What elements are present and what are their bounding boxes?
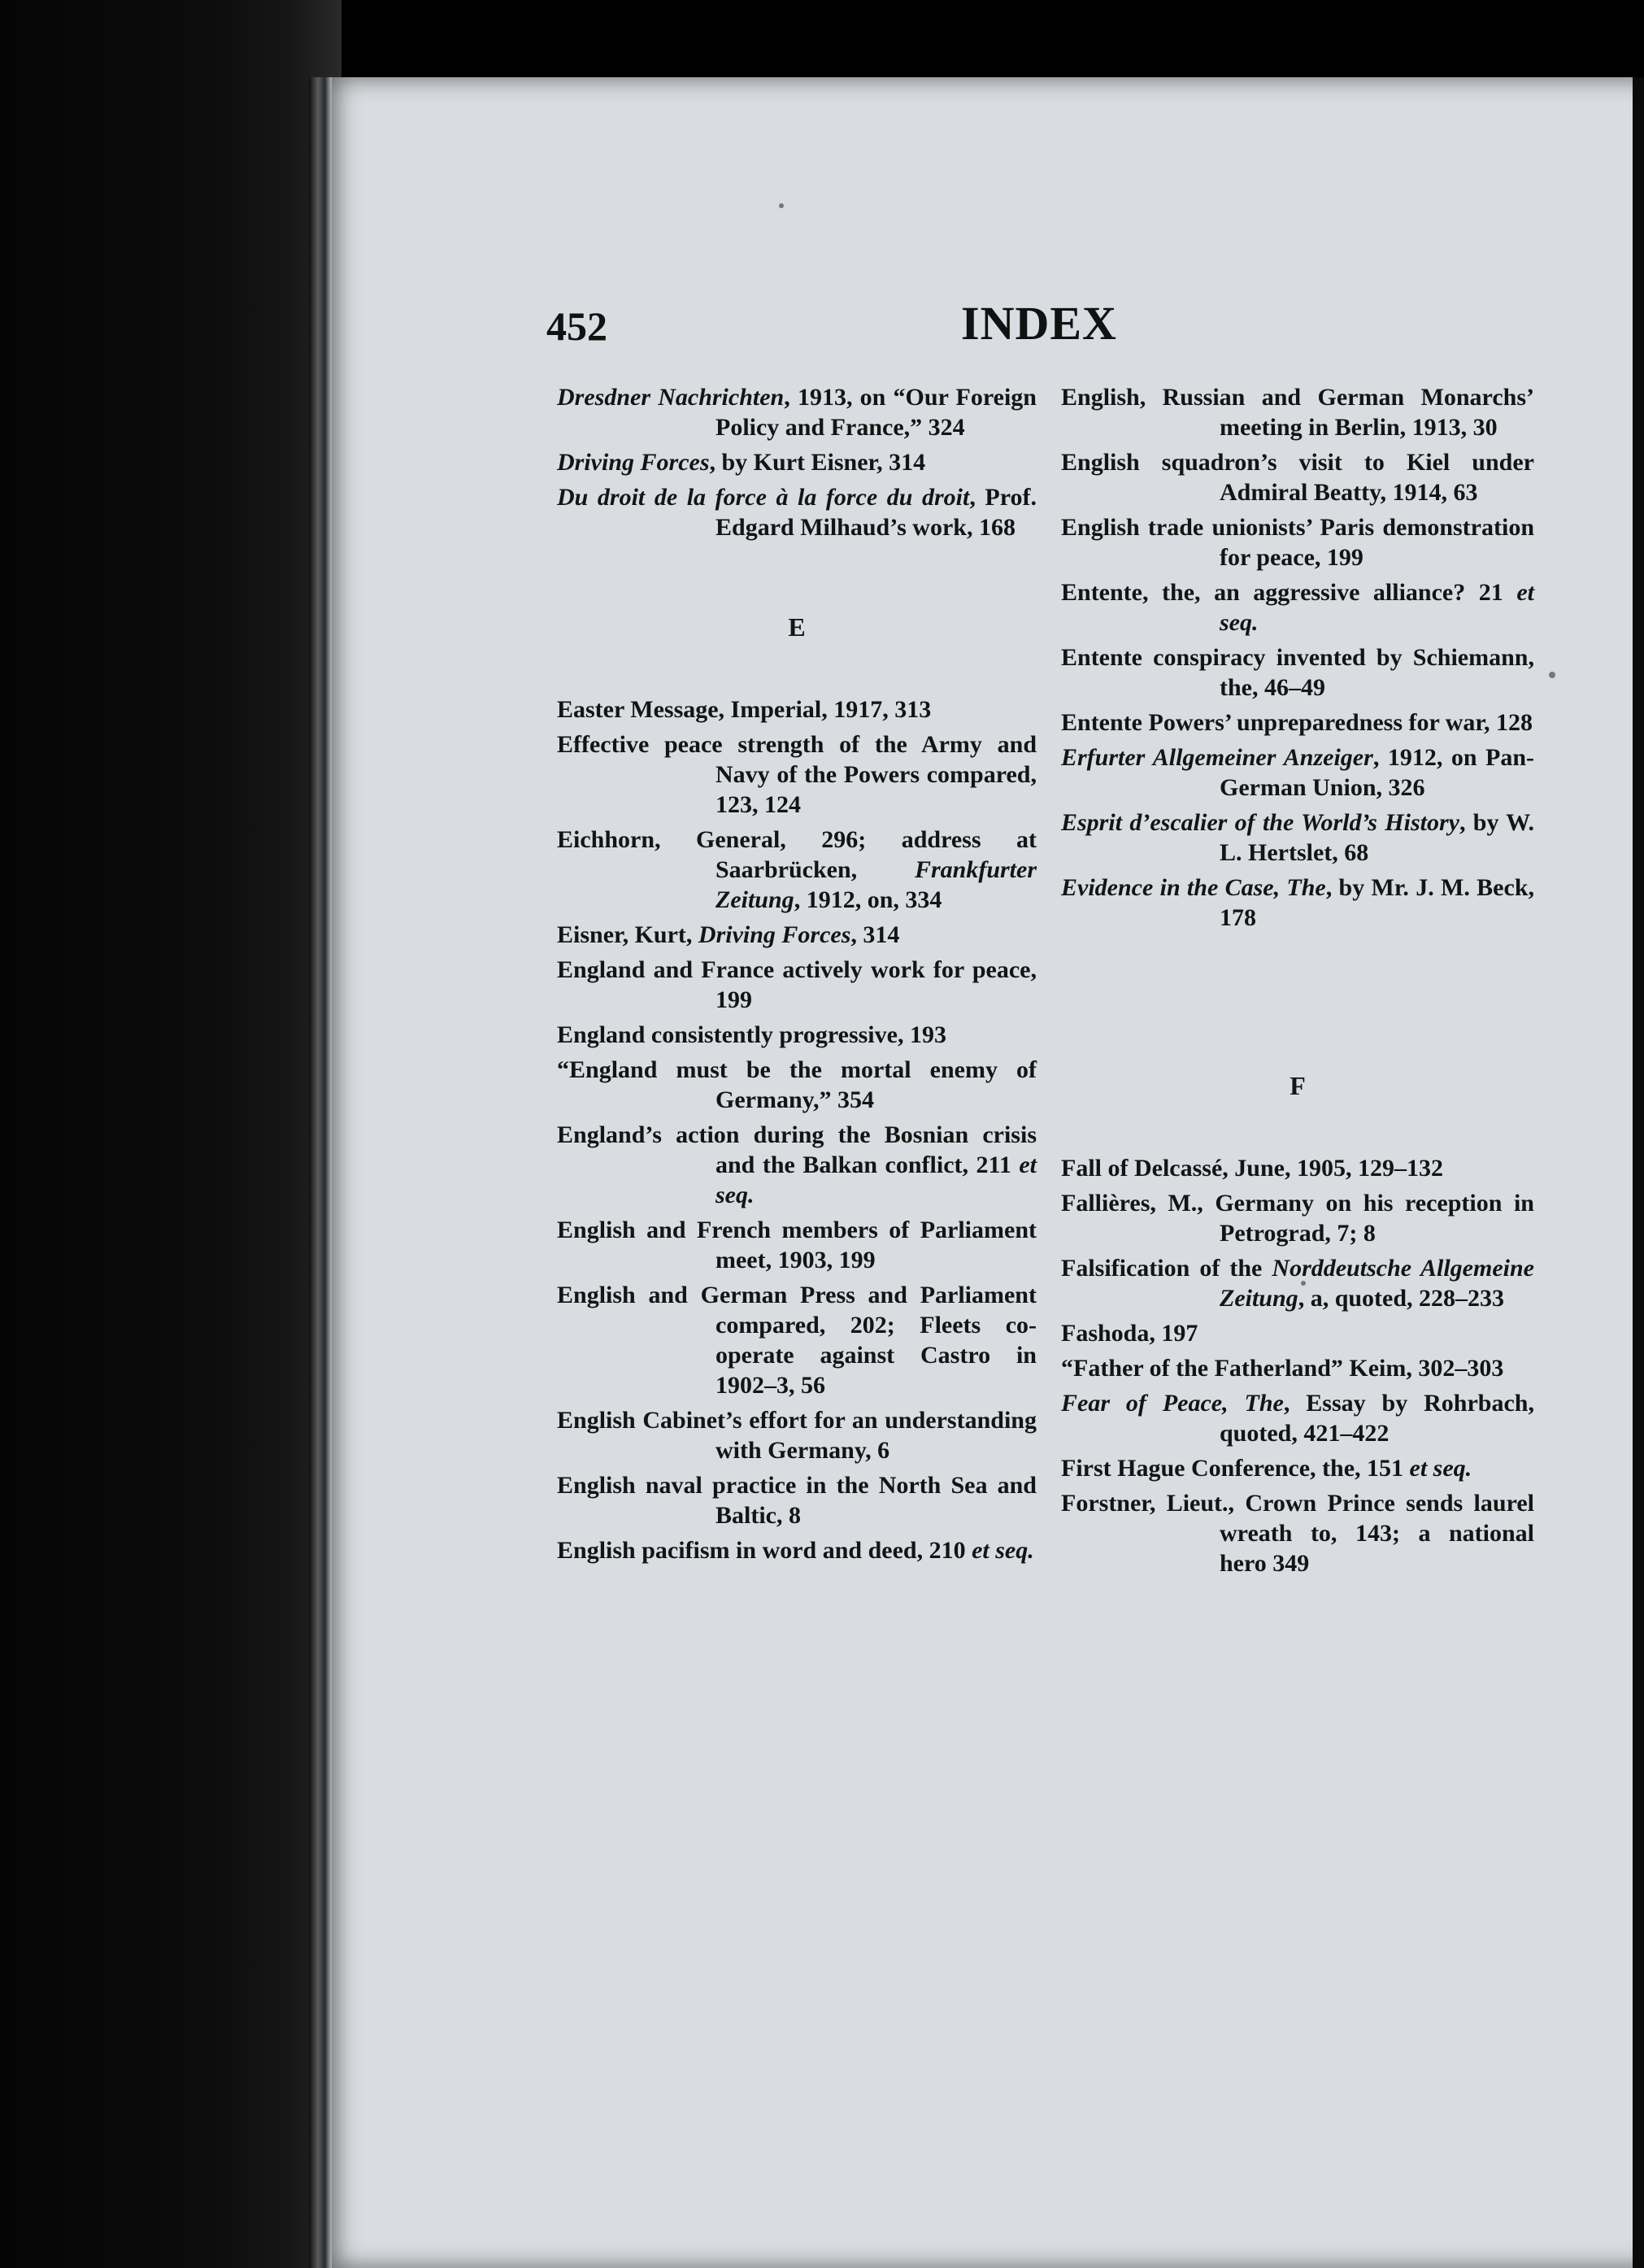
- page-number: 452: [546, 303, 607, 349]
- index-entry: Fall of Delcassé, June, 1905, 129–132: [1061, 1155, 1443, 1182]
- index-entry: Evidence in the Case, The, by Mr. J. M. Beck, 178: [1061, 874, 1534, 931]
- index-entry: Forstner, Lieut., Crown Prince sends laurel wreath to, 143; a national hero 349: [1061, 1490, 1534, 1577]
- index-entry: Eichhorn, General, 296; address at Saarbrücken, Frankfurter Zeitung, 1912, on, 334: [557, 826, 1037, 913]
- index-column-right: [1061, 382, 1534, 1583]
- index-entry: English Cabinet’s effort for an understanding with Germany, 6: [557, 1407, 1037, 1464]
- index-entry: Fear of Peace, The, Essay by Rohrbach, quoted, 421–422: [1061, 1390, 1534, 1447]
- index-entry: Entente, the, an aggressive alliance? 21 et seq.: [1061, 579, 1534, 636]
- dust-speck: [1549, 672, 1555, 678]
- index-entry: English naval practice in the North Sea and Baltic, 8: [557, 1472, 1037, 1529]
- index-entry: England and France actively work for peace, 199: [557, 956, 1037, 1013]
- index-entry: Falsification of the Norddeutsche Allgemeine Zeitung, a, quoted, 228–233: [1061, 1255, 1534, 1312]
- index-entry: Fallières, M., Germany on his reception in Petrograd, 7; 8: [1061, 1190, 1534, 1247]
- index-entry: Dresdner Nachrichten, 1913, on “Our Foreign Policy and France,” 324: [557, 384, 1037, 441]
- index-entry: Driving Forces, by Kurt Eisner, 314: [557, 449, 926, 476]
- index-entry: Effective peace strength of the Army and Navy of the Powers compared, 123, 124: [557, 731, 1037, 818]
- index-entry: English trade unionists’ Paris demonstration for peace, 199: [1061, 514, 1534, 571]
- index-entry: Entente conspiracy invented by Schiemann, the, 46–49: [1061, 644, 1534, 701]
- index-entry: Easter Message, Imperial, 1917, 313: [557, 696, 932, 723]
- scan-gutter: [0, 0, 341, 2268]
- index-section-letter: E: [788, 612, 806, 642]
- index-entry: Eisner, Kurt, Driving Forces, 314: [557, 921, 900, 948]
- index-section-letter: F: [1290, 1071, 1306, 1100]
- index-entry: Erfurter Allgemeiner Anzeiger, 1912, on Pan-German Union, 326: [1061, 744, 1534, 801]
- index-entry: England consistently progressive, 193: [557, 1021, 946, 1048]
- index-entry: English and French members of Parliament meet, 1903, 199: [557, 1217, 1037, 1273]
- scan-right-border: [1633, 77, 1644, 2268]
- index-entry: “Father of the Fatherland” Keim, 302–303: [1061, 1355, 1504, 1382]
- index-entry: “England must be the mortal enemy of Germany,” 354: [557, 1056, 1037, 1113]
- index-column-left: [557, 382, 1037, 1570]
- index-entry: First Hague Conference, the, 151 et seq.: [1061, 1455, 1472, 1482]
- index-entry: Entente Powers’ unpreparedness for war, 128: [1061, 709, 1533, 736]
- dust-speck: [779, 203, 784, 208]
- page-binding-edge: [309, 77, 332, 2268]
- index-entry: Fashoda, 197: [1061, 1320, 1198, 1347]
- index-entry: England’s action during the Bosnian crisis and the Balkan conflict, 211 et seq.: [557, 1121, 1037, 1208]
- index-entry: English, Russian and German Monarchs’ meeting in Berlin, 1913, 30: [1061, 384, 1534, 441]
- index-entry: English squadron’s visit to Kiel under Admiral Beatty, 1914, 63: [1061, 449, 1534, 506]
- index-entry: English and German Press and Parliament compared, 202; Fleets co-operate against Castro in 1902–3, 56: [557, 1282, 1037, 1399]
- running-head: INDEX: [961, 297, 1117, 350]
- index-entry: Du droit de la force à la force du droit, Prof. Edgard Milhaud’s work, 168: [557, 484, 1037, 541]
- index-entry: Esprit d’escalier of the World’s History, by W. L. Hertslet, 68: [1061, 809, 1535, 866]
- index-entry: English pacifism in word and deed, 210 et seq.: [557, 1537, 1034, 1564]
